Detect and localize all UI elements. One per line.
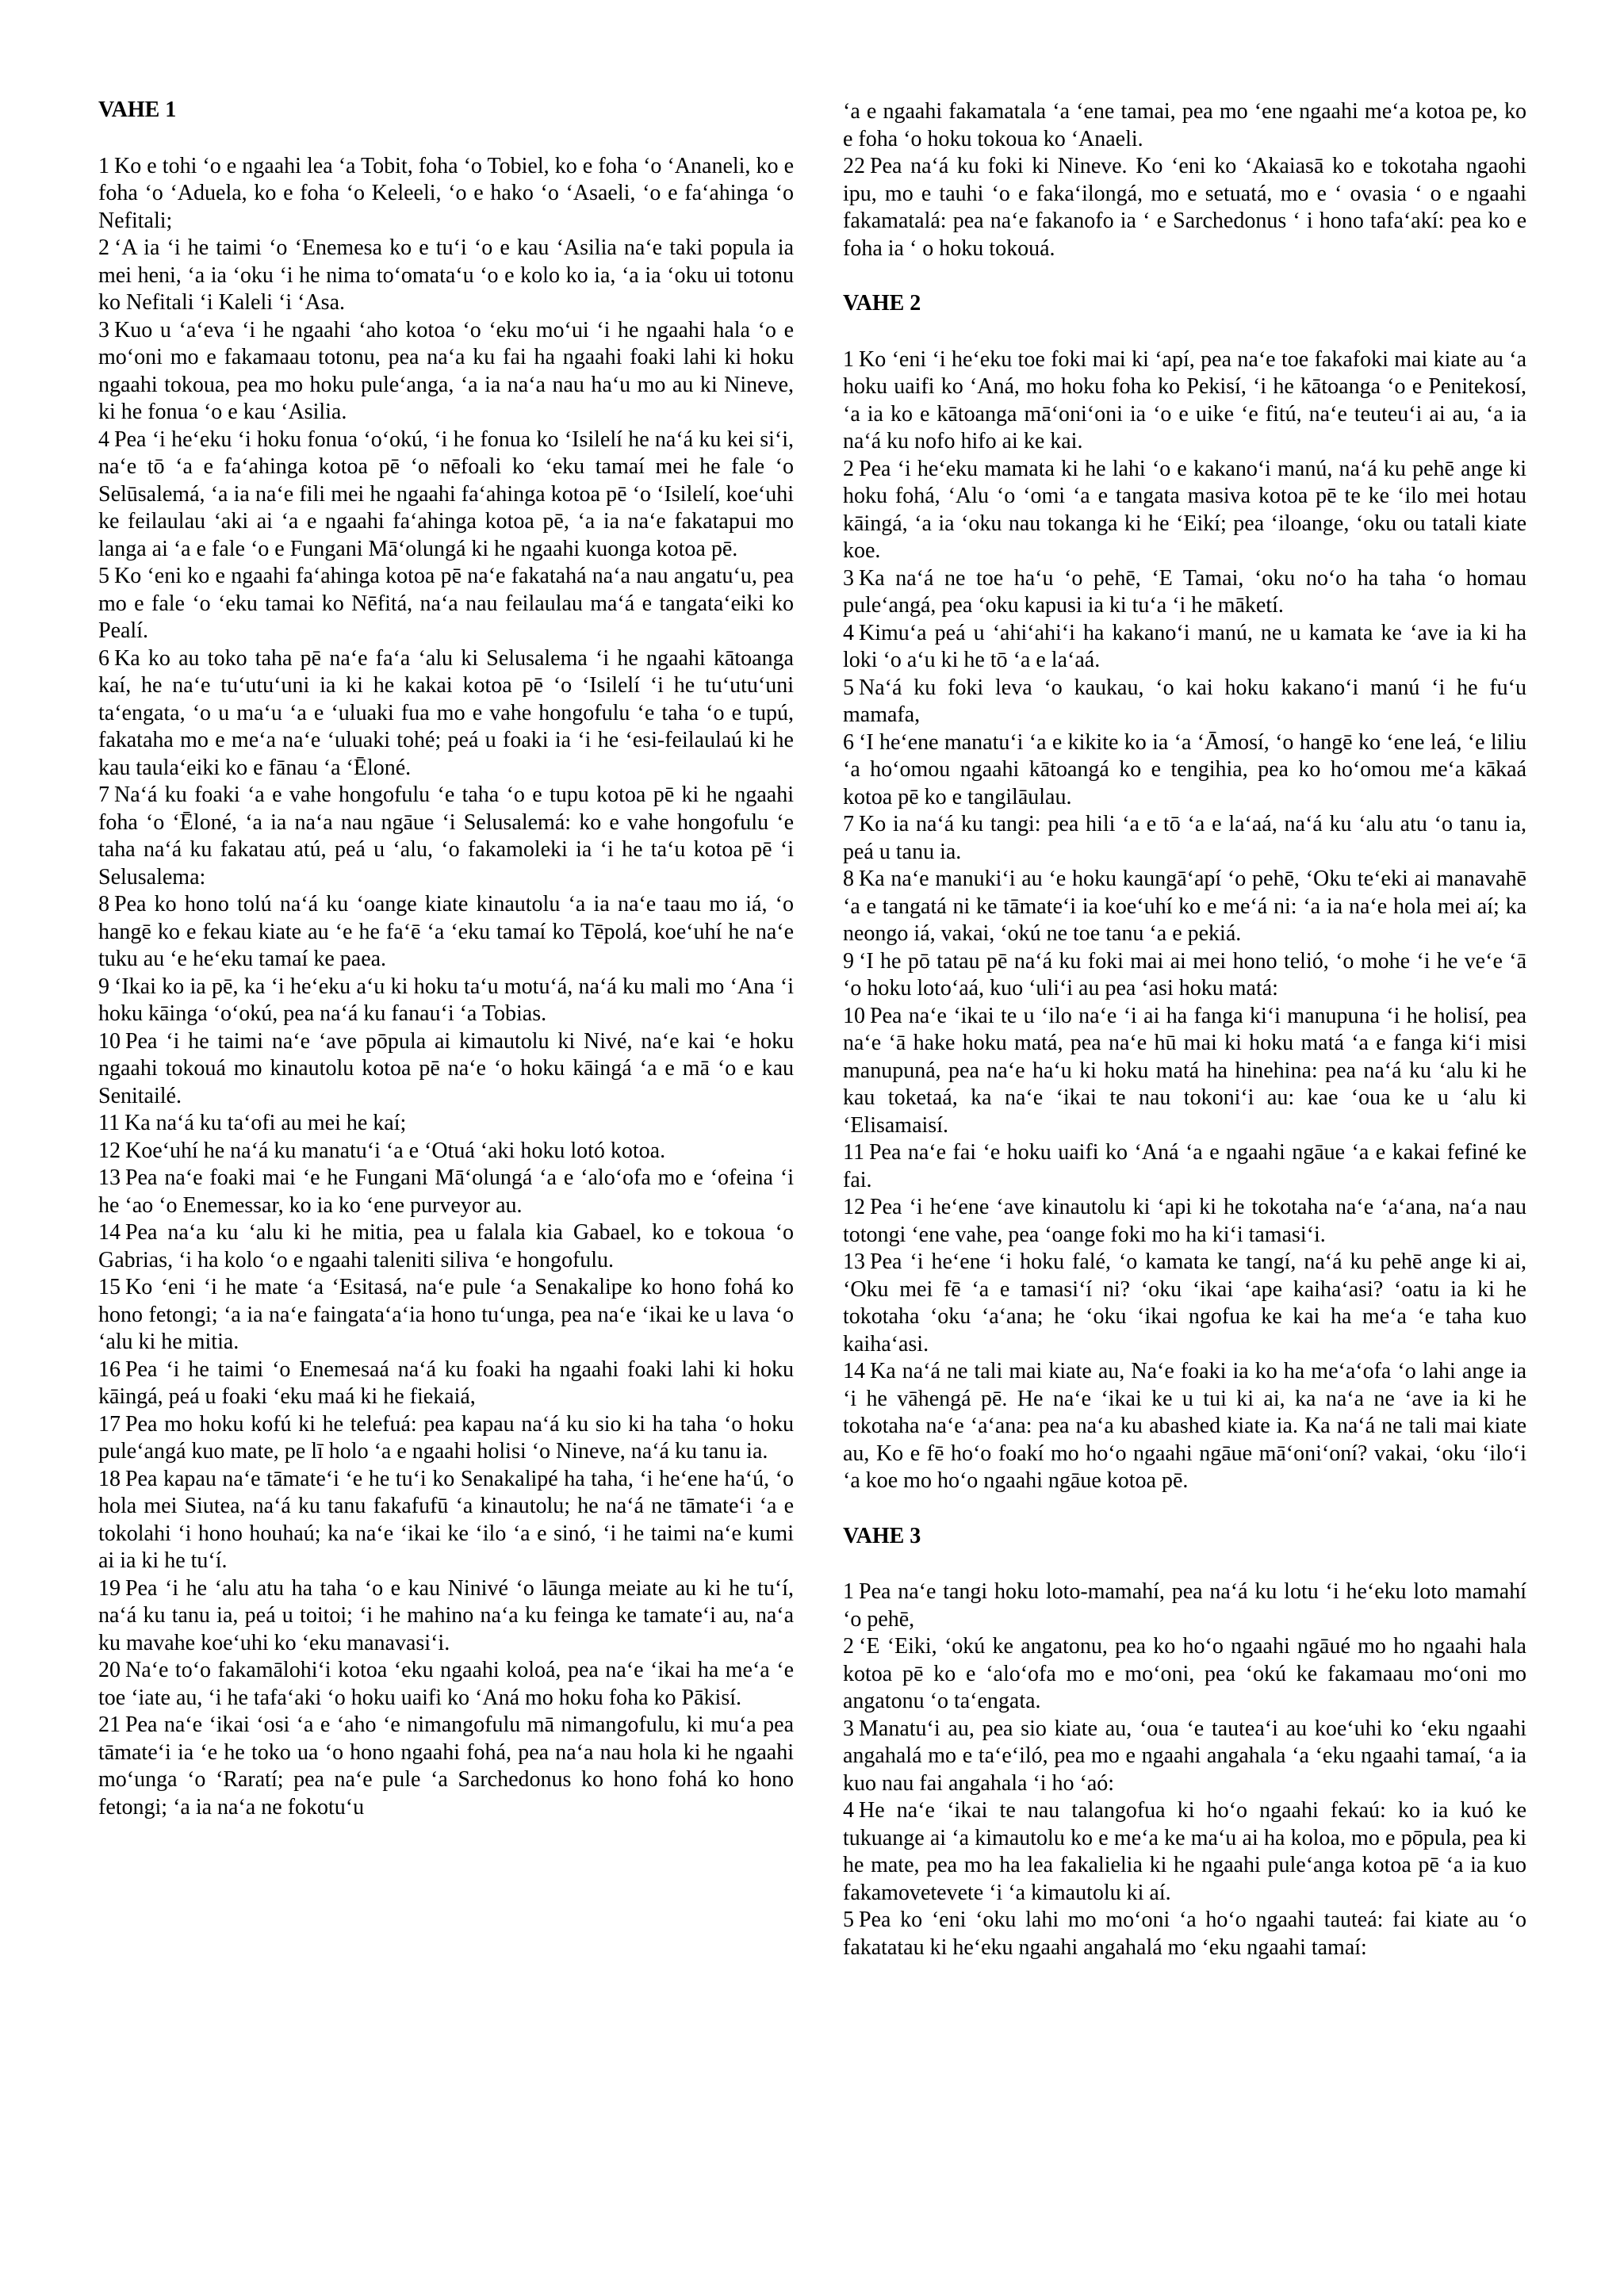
verse-text: Pea naʻá ku foki ki Nineve. Ko ʻeni ko ʻAkaiasā ko e tokotaha ngaohi ipu, mo e tauhi ʻo e fakaʻilongá, mo e setuatá, mo e ʻ ovasia ʻ o e ngaahi fakamatalá: pea naʻe fakanofo ia ʻ e Sarchedonus ʻ i hono tafaʻakí: pea ko e foha ia ʻ o hoku tokouá.	[843, 154, 1526, 261]
verse	[843, 729, 1526, 812]
verse-number: 2	[843, 1634, 854, 1659]
chapter-heading-1: VAHE 1	[98, 98, 177, 122]
verse-text: Pea ʻi heʻeku mamata ki he lahi ʻo e kakanoʻi manú, naʻá ku pehē ange ki hoku fohá, ʻAlu ʻo ʻomi ʻa e tangata masiva kotoa pē te ke ʻilo mei hotau kāingá, ʻa ia ʻoku nau tokanga ki he ʻEikí; pea ʻiloange, ʻoku ou tatali kiate koe.	[843, 456, 1526, 563]
verse-text: Ko ia naʻá ku tangi: pea hili ʻa e tō ʻa e laʻaá, naʻá ku ʻalu atu ʻo tanu ia, peá u tanu ia.	[843, 812, 1526, 864]
verse-number: 17	[98, 1411, 121, 1437]
verse-text: Ko ʻeni ko e ngaahi faʻahinga kotoa pē naʻe fakatahá naʻa nau angatuʻu, pea mo e fale ʻo ʻeku tamai ko Nēfitá, naʻa nau feilaulau maʻá e tangataʻeiki ko Pealí.	[98, 564, 794, 643]
verse	[98, 563, 794, 645]
verse-text: ʻE ʻEiki, ʻokú ke angatonu, pea ko hoʻo ngaahi ngāué mo ho ngaahi hala kotoa pē ko e ʻaloʻofa mo e moʻoni, pea ʻokú ke fakamaau moʻoni mo angatonu ʻo taʻengata.	[843, 1634, 1526, 1713]
verse-text: Pea naʻe fai ʻe hoku uaifi ko ʻAná ʻa e ngaahi ngāue ʻa e kakai fefiné ke fai.	[843, 1140, 1526, 1192]
verse	[98, 1110, 794, 1138]
left-column	[98, 97, 794, 1821]
verse-text: Pea naʻa ku ʻalu ki he mitia, pea u falala kia Gabael, ko e tokoua ʻo Gabrias, ʻi ha kolo ʻo e ngaahi taleniti siliva ʻe hongofulu.	[98, 1220, 794, 1272]
verse-text: Naʻe toʻo fakamālohiʻi kotoa ʻeku ngaahi koloá, pea naʻe ʻikai ha meʻa ʻe toe ʻiate au, ʻi he tafaʻaki ʻo hoku uaifi ko ʻAná mo hoku foha ko Pākisí.	[98, 1658, 794, 1710]
verse-number: 14	[843, 1359, 865, 1383]
verse-number: 7	[98, 783, 109, 807]
chapter-2-verses	[843, 346, 1526, 1495]
verse-number: 22	[843, 154, 865, 178]
verse-number: 3	[843, 1716, 854, 1741]
verse	[98, 1165, 794, 1219]
verse	[843, 620, 1526, 675]
verse	[98, 1357, 794, 1411]
verse	[843, 1716, 1526, 1798]
verse-text: Pea kapau naʻe tāmateʻi ʻe he tuʻi ko Senakalipé ha taha, ʻi heʻene haʻú, ʻo hola mei Siutea, naʻá ku tanu fakafufū ʻa kinautolu; he naʻá ne tāmateʻi ʻa e tokolahi ʻi hono houhaú; ka naʻe ʻikai ke ʻilo ʻa e sinó, ʻi he taimi naʻe kumi ai ia ki he tuʻí.	[98, 1466, 794, 1573]
verse-number: 2	[843, 456, 854, 481]
verse	[98, 782, 794, 891]
verse-text: ʻIkai ko ia pē, ka ʻi heʻeku aʻu ki hoku taʻu motuʻá, naʻá ku mali mo ʻAna ʻi hoku kāinga ʻoʻokú, pea naʻá ku fanauʻi ʻa Tobias.	[98, 974, 794, 1026]
verse	[843, 1907, 1526, 1961]
verse-number: 21	[98, 1712, 121, 1737]
verse-text: Ko e tohi ʻo e ngaahi lea ʻa Tobit, foha ʻo Tobiel, ko e foha ʻo ʻAnaneli, ko e foha ʻo ʻAduela, ko e foha ʻo Keleeli, ʻo e hako ʻo ʻAsaeli, ʻo e faʻahinga ʻo Nefitali;	[98, 153, 794, 233]
verse-number: 13	[843, 1249, 865, 1274]
verse-text: Naʻá ku foki leva ʻo kaukau, ʻo kai hoku kakanoʻi manú ʻi he fuʻu mamafa,	[843, 675, 1526, 727]
verse-number: 5	[843, 675, 854, 700]
verse-number: 9	[843, 948, 854, 974]
chapter-3-verses	[843, 1578, 1526, 1961]
verse-text: Pea ʻi heʻeku ʻi hoku fonua ʻoʻokú, ʻi he fonua ko ʻIsilelí he naʻá ku kei siʻi, naʻe tō ʻa e faʻahinga kotoa pē ʻo nēfoali ko ʻeku tamaí mei he fale ʻo Selūsalemá, ʻa ia naʻe fili mei he ngaahi faʻahinga kotoa pē ʻo ʻIsilelí, koeʻuhi ke feilaulau ʻaki ai ʻa e ngaahi faʻahinga kotoa pē, ʻa ia naʻe fakatapui mo langa ai ʻa e fale ʻo e Fungani Māʻolungá ki he ngaahi kuonga kotoa pē.	[98, 427, 794, 561]
verse	[98, 1028, 794, 1111]
verse-text: Pea naʻe ʻikai ʻosi ʻa e ʻaho ʻe nimangofulu mā nimangofulu, ki muʻa pea tāmateʻi ia ʻe he toko ua ʻo hono ngaahi fohá, pea naʻa nau hola ki he ngaahi moʻunga ʻo ʻRaratí; pea naʻe pule ʻa Sarchedonus ko hono fohá ko hono fetongi; ʻa ia naʻa ne fokotuʻu	[98, 1712, 794, 1820]
verse-number: 10	[98, 1028, 121, 1054]
chapter-1-verses	[98, 153, 794, 1822]
verse-number: 12	[843, 1195, 865, 1219]
verse-number: 20	[98, 1658, 121, 1682]
verse-text: Pea ko ʻeni ʻoku lahi mo moʻoni ʻa hoʻo ngaahi tauteá: fai kiate au ʻo fakatatau ki heʻeku ngaahi angahalá mo ʻeku ngaahi tamaí:	[843, 1908, 1526, 1960]
verse-text: Ka naʻá ne tali mai kiate au, Naʻe foaki ia ko ha meʻaʻofa ʻo lahi ange ia ʻi he vāhengá pē. He naʻe ʻikai ke u tui ki ai, ka naʻa ne ʻave ia ki he tokotaha naʻe ʻaʻana: pea naʻa ku abashed kiate ia. Ka naʻá ne tali mai kiate au, Ko e fē hoʻo foakí mo hoʻo ngaahi ngāue māʻoniʻoní? vakai, ʻoku ʻiloʻi ʻa koe mo hoʻo ngaahi ngāue kotoa pē.	[843, 1359, 1526, 1493]
verse	[843, 153, 1526, 262]
verse	[843, 456, 1526, 565]
verse-continuation: ʻa e ngaahi fakamatala ʻa ʻene tamai, pea mo ʻene ngaahi meʻa kotoa pe, ko e foha ʻo hoku tokoua ko ʻAnaeli.	[843, 99, 1526, 151]
verse	[98, 1712, 794, 1821]
verse	[843, 866, 1526, 948]
verse	[843, 1249, 1526, 1358]
verse	[98, 1411, 794, 1466]
verse-number: 7	[843, 812, 854, 836]
verse	[843, 1578, 1526, 1633]
verse-number: 12	[98, 1138, 121, 1163]
verse	[98, 1219, 794, 1274]
verse-number: 5	[98, 564, 109, 588]
verse-text: Kuo u ʻaʻeva ʻi he ngaahi ʻaho kotoa ʻo ʻeku moʻui ʻi he ngaahi hala ʻo e moʻoni mo e fakamaau totonu, pea naʻa ku fai ha ngaahi foaki lahi ki hoku ngaahi tokoua, pea mo hoku puleʻanga, ʻa ia naʻa nau haʻu mo au ki Nineve, ki he fonua ʻo e kau ʻAsilia.	[98, 317, 794, 424]
verse	[843, 565, 1526, 620]
verse-text: He naʻe ʻikai te nau talangofua ki hoʻo ngaahi fekaú: ko ia kuó ke tukuange ai ʻa kimautolu ko e meʻa ke maʻu ai ha koloa, mo e pōpula, pea ki he mate, pea mo ha lea fakalielia ki he ngaahi puleʻanga kotoa pē ʻa ia kuo fakamovetevete ʻi ʻa kimautolu ki aí.	[843, 1798, 1526, 1905]
verse-number: 4	[843, 620, 854, 645]
verse	[843, 948, 1526, 1003]
verse-number: 8	[98, 892, 109, 916]
verse-text: Manatuʻi au, pea sio kiate au, ʻoua ʻe tauteaʻi au koeʻuhi ko ʻeku ngaahi angahalá mo e taʻeʻiló, pea mo e ngaahi angahala ʻa ʻeku ngaahi tamaí, ʻa ia kuo nau fai angahala ʻi ho ʻaó:	[843, 1716, 1526, 1796]
verse-text: ʻI he pō tatau pē naʻá ku foki mai ai mei hono telió, ʻo mohe ʻi he veʻe ʻā ʻo hoku lotoʻaá, kuo ʻuliʻi au pea ʻasi hoku matá:	[843, 948, 1526, 1001]
chapter-heading-3: VAHE 3	[843, 1523, 921, 1548]
verse-number: 15	[98, 1275, 121, 1299]
verse	[843, 675, 1526, 729]
verse	[98, 1575, 794, 1658]
verse-number: 1	[843, 346, 854, 372]
verse-text: Naʻá ku foaki ʻa e vahe hongofulu ʻe taha ʻo e tupu kotoa pē ki he ngaahi foha ʻo ʻĒloné, ʻa ia naʻa nau ngāue ʻi Selusalemá: ko e vahe hongofulu ʻe taha naʻá ku fakatau atú, peá u ʻalu, ʻo fakamoleki ia ʻi he taʻu kotoa pē ʻi Selusalema:	[98, 783, 794, 890]
verse	[843, 1194, 1526, 1249]
verse-text: Pea ʻi he ʻalu atu ha taha ʻo e kau Ninivé ʻo lāunga meiate au ki he tuʻí, naʻá ku tanu ia, peá u toitoi; ʻi he mahino naʻa ku feinga ke tamateʻi au, naʻa ku mavahe koeʻuhi ko ʻeku manavasiʻi.	[98, 1575, 794, 1655]
verse	[843, 811, 1526, 866]
verse-text: Ko ʻeni ʻi he mate ʻa ʻEsitasá, naʻe pule ʻa Senakalipe ko hono fohá ko hono fetongi; ʻa ia naʻe faingataʻaʻia hono tuʻunga, pea naʻe ʻikai ke u lava ʻo ʻalu ki he mitia.	[98, 1275, 794, 1354]
verse-number: 8	[843, 867, 854, 891]
verse	[98, 1466, 794, 1575]
verse-number: 4	[843, 1798, 854, 1823]
verse	[843, 1358, 1526, 1495]
verse	[98, 317, 794, 427]
verse-number: 2	[98, 235, 109, 260]
right-column	[843, 98, 1526, 1961]
verse	[98, 1657, 794, 1712]
verse-number: 5	[843, 1908, 854, 1932]
verse-number: 3	[843, 565, 854, 591]
verse-text: Pea ʻi heʻene ʻave kinautolu ki ʻapi ki he tokotaha naʻe ʻaʻana, naʻa nau totongi ʻene vahe, pea ʻoange foki mo ha kiʻi tamasiʻi.	[843, 1195, 1526, 1247]
verse	[98, 974, 794, 1028]
verse-number: 14	[98, 1220, 121, 1245]
verse-text: ʻA ia ʻi he taimi ʻo ʻEnemesa ko e tuʻi ʻo e kau ʻAsilia naʻe taki popula ia mei heni, ʻa ia ʻoku ʻi he nima toʻomataʻu ʻo e kolo ko ia, ʻa ia ʻoku ui totonu ko Nefitali ʻi Kaleli ʻi ʻAsa.	[98, 235, 794, 315]
verse-text: Ka ko au toko taha pē naʻe faʻa ʻalu ki Selusalema ʻi he ngaahi kātoanga kaí, he naʻe tuʻutuʻuni ia ki he kakai kotoa pē ʻo ʻIsilelí ʻi he tuʻutuʻuni taʻengata, ʻo u maʻu ʻa e ʻuluaki fua mo e vahe hongofulu ʻe taha ʻo e tupú, fakataha mo e meʻa naʻe ʻuluaki tohé; peá u foaki ia ʻi he ʻesi-feilaulaú ki he kau taulaʻeiki ko e fānau ʻa ʻĒloné.	[98, 645, 794, 780]
verse-text: Pea ko hono tolú naʻá ku ʻoange kiate kinautolu ʻa ia naʻe taau mo iá, ʻo hangē ko e fekau kiate au ʻe he faʻē ʻa ʻeku tamaí ko Tēpolá, koeʻuhí he naʻe tuku au ʻe heʻeku tamaí ke paea.	[98, 892, 794, 971]
verse-number: 1	[98, 153, 109, 178]
verse	[98, 645, 794, 783]
verse	[98, 235, 794, 317]
verse-number: 9	[98, 974, 109, 999]
verse-text: Pea naʻe foaki mai ʻe he Fungani Māʻolungá ʻa e ʻaloʻofa mo e ʻofeina ʻi he ʻao ʻo Enemessar, ko ia ko ʻene purveyor au.	[98, 1165, 794, 1218]
verse-number: 4	[98, 427, 109, 452]
verse	[843, 1633, 1526, 1716]
verse-text: Pea mo hoku kofú ki he telefuá: pea kapau naʻá ku sio ki ha taha ʻo hoku puleʻangá kuo mate, pe lī holo ʻa e ngaahi holisi ʻo Nineve, naʻá ku tanu ia.	[98, 1411, 794, 1464]
verse-text: Ka naʻe manukiʻi au ʻe hoku kaungāʻapí ʻo pehē, ʻOku teʻeki ai manavahē ʻa e tangatá ni ke tāmateʻi ia koeʻuhí ko e meʻá ni: ʻa ia naʻe hola mei aí; ka neongo iá, vakai, ʻokú ne toe tanu ʻa e pekiá.	[843, 867, 1526, 946]
verse	[98, 153, 794, 235]
verse	[98, 427, 794, 564]
verse	[98, 891, 794, 974]
verse-number: 6	[98, 645, 109, 671]
verse-text: Pea naʻe ʻikai te u ʻilo naʻe ʻi ai ha fanga kiʻi manupuna ʻi he holisí, pea naʻe ʻā hake hoku matá, pea naʻe hū mai ki hoku matá ʻa e fanga kiʻi misi manupuná, pea naʻe haʻu ki hoku matá ha hinehina: pea naʻá ku ʻalu ki he kau toketaá, ka naʻe ʻikai te nau tokoniʻi au: kae ʻoua ke u ʻalu ki ʻElisamaisí.	[843, 1003, 1526, 1138]
verse-number: 18	[98, 1466, 121, 1491]
verse-number: 19	[98, 1575, 121, 1601]
verse-number: 13	[98, 1165, 121, 1190]
verse-text: Pea ʻi heʻene ʻi hoku falé, ʻo kamata ke tangí, naʻá ku pehē ange ki ai, ʻOku mei fē ʻa e tamasiʻí ni? ʻoku ʻikai ʻape kaihaʻasi? ʻoatu ia ki he tokotaha ʻoku ʻaʻana; he ʻoku ʻikai ngofua ke kai ha meʻa ʻe taha kuo kaihaʻasi.	[843, 1249, 1526, 1357]
verse-number: 3	[98, 317, 109, 342]
verse	[843, 1003, 1526, 1140]
verse-number: 10	[843, 1003, 865, 1028]
verse-text: Pea ʻi he taimi naʻe ʻave pōpula ai kimautolu ki Nivé, naʻe kai ʻe hoku ngaahi tokouá mo kinautolu kotoa pē naʻe ʻo hoku kāingá ʻa e mā ʻo e kau Senitailé.	[98, 1028, 794, 1108]
verse-text: Kimuʻa peá u ʻahiʻahiʻi ha kakanoʻi manú, ne u kamata ke ʻave ia ki ha loki ʻo aʻu ki he tō ʻa e laʻaá.	[843, 620, 1526, 672]
verse-number: 1	[843, 1579, 854, 1604]
chapter-heading-2: VAHE 2	[843, 291, 921, 316]
verse-text: ʻI heʻene manatuʻi ʻa e kikite ko ia ʻa ʻĀmosí, ʻo hangē ko ʻene leá, ʻe liliu ʻa hoʻomou ngaahi kātoangá ko e tengihia, pea ko hoʻomou meʻa kākaá kotoa pē ko e tangilāulau.	[843, 729, 1526, 809]
verse-text: Koeʻuhí he naʻá ku manatuʻi ʻa e ʻOtuá ʻaki hoku lotó kotoa.	[125, 1138, 666, 1163]
verse-number: 11	[843, 1140, 864, 1165]
verse-text: Ka naʻá ne toe haʻu ʻo pehē, ʻE Tamai, ʻoku noʻo ha taha ʻo homau puleʻangá, pea ʻoku kapusi ia ki tuʻa ʻi he māketí.	[843, 565, 1526, 618]
verse-text: Pea ʻi he taimi ʻo Enemesaá naʻá ku foaki ha ngaahi foaki lahi ki hoku kāingá, peá u foaki ʻeku maá ki he fiekaiá,	[98, 1357, 794, 1409]
verse	[98, 1274, 794, 1357]
verse-number: 6	[843, 729, 854, 755]
verse-number: 16	[98, 1357, 121, 1382]
verse-number: 11	[98, 1111, 120, 1135]
verse-text: Ka naʻá ku taʻofi au mei he kaí;	[124, 1111, 407, 1135]
verse-text: Ko ʻeni ʻi heʻeku toe foki mai ki ʻapí, pea naʻe toe fakafoki mai kiate au ʻa hoku uaifi ko ʻAná, mo hoku foha ko Pekisí, ʻi he kātoanga ʻo e Penitekosí, ʻa ia ko e kātoanga māʻoniʻoni ia ʻo e uike ʻe fitú, naʻe teuteuʻi ai au, ʻa ia naʻá ku nofo hifo ai ke kai.	[843, 346, 1526, 453]
verse	[843, 346, 1526, 456]
verse-text: Pea naʻe tangi hoku loto-mamahí, pea naʻá ku lotu ʻi heʻeku loto mamahí ʻo pehē,	[843, 1579, 1526, 1632]
verse	[843, 1797, 1526, 1907]
verse	[843, 1139, 1526, 1194]
verse	[98, 1138, 794, 1165]
